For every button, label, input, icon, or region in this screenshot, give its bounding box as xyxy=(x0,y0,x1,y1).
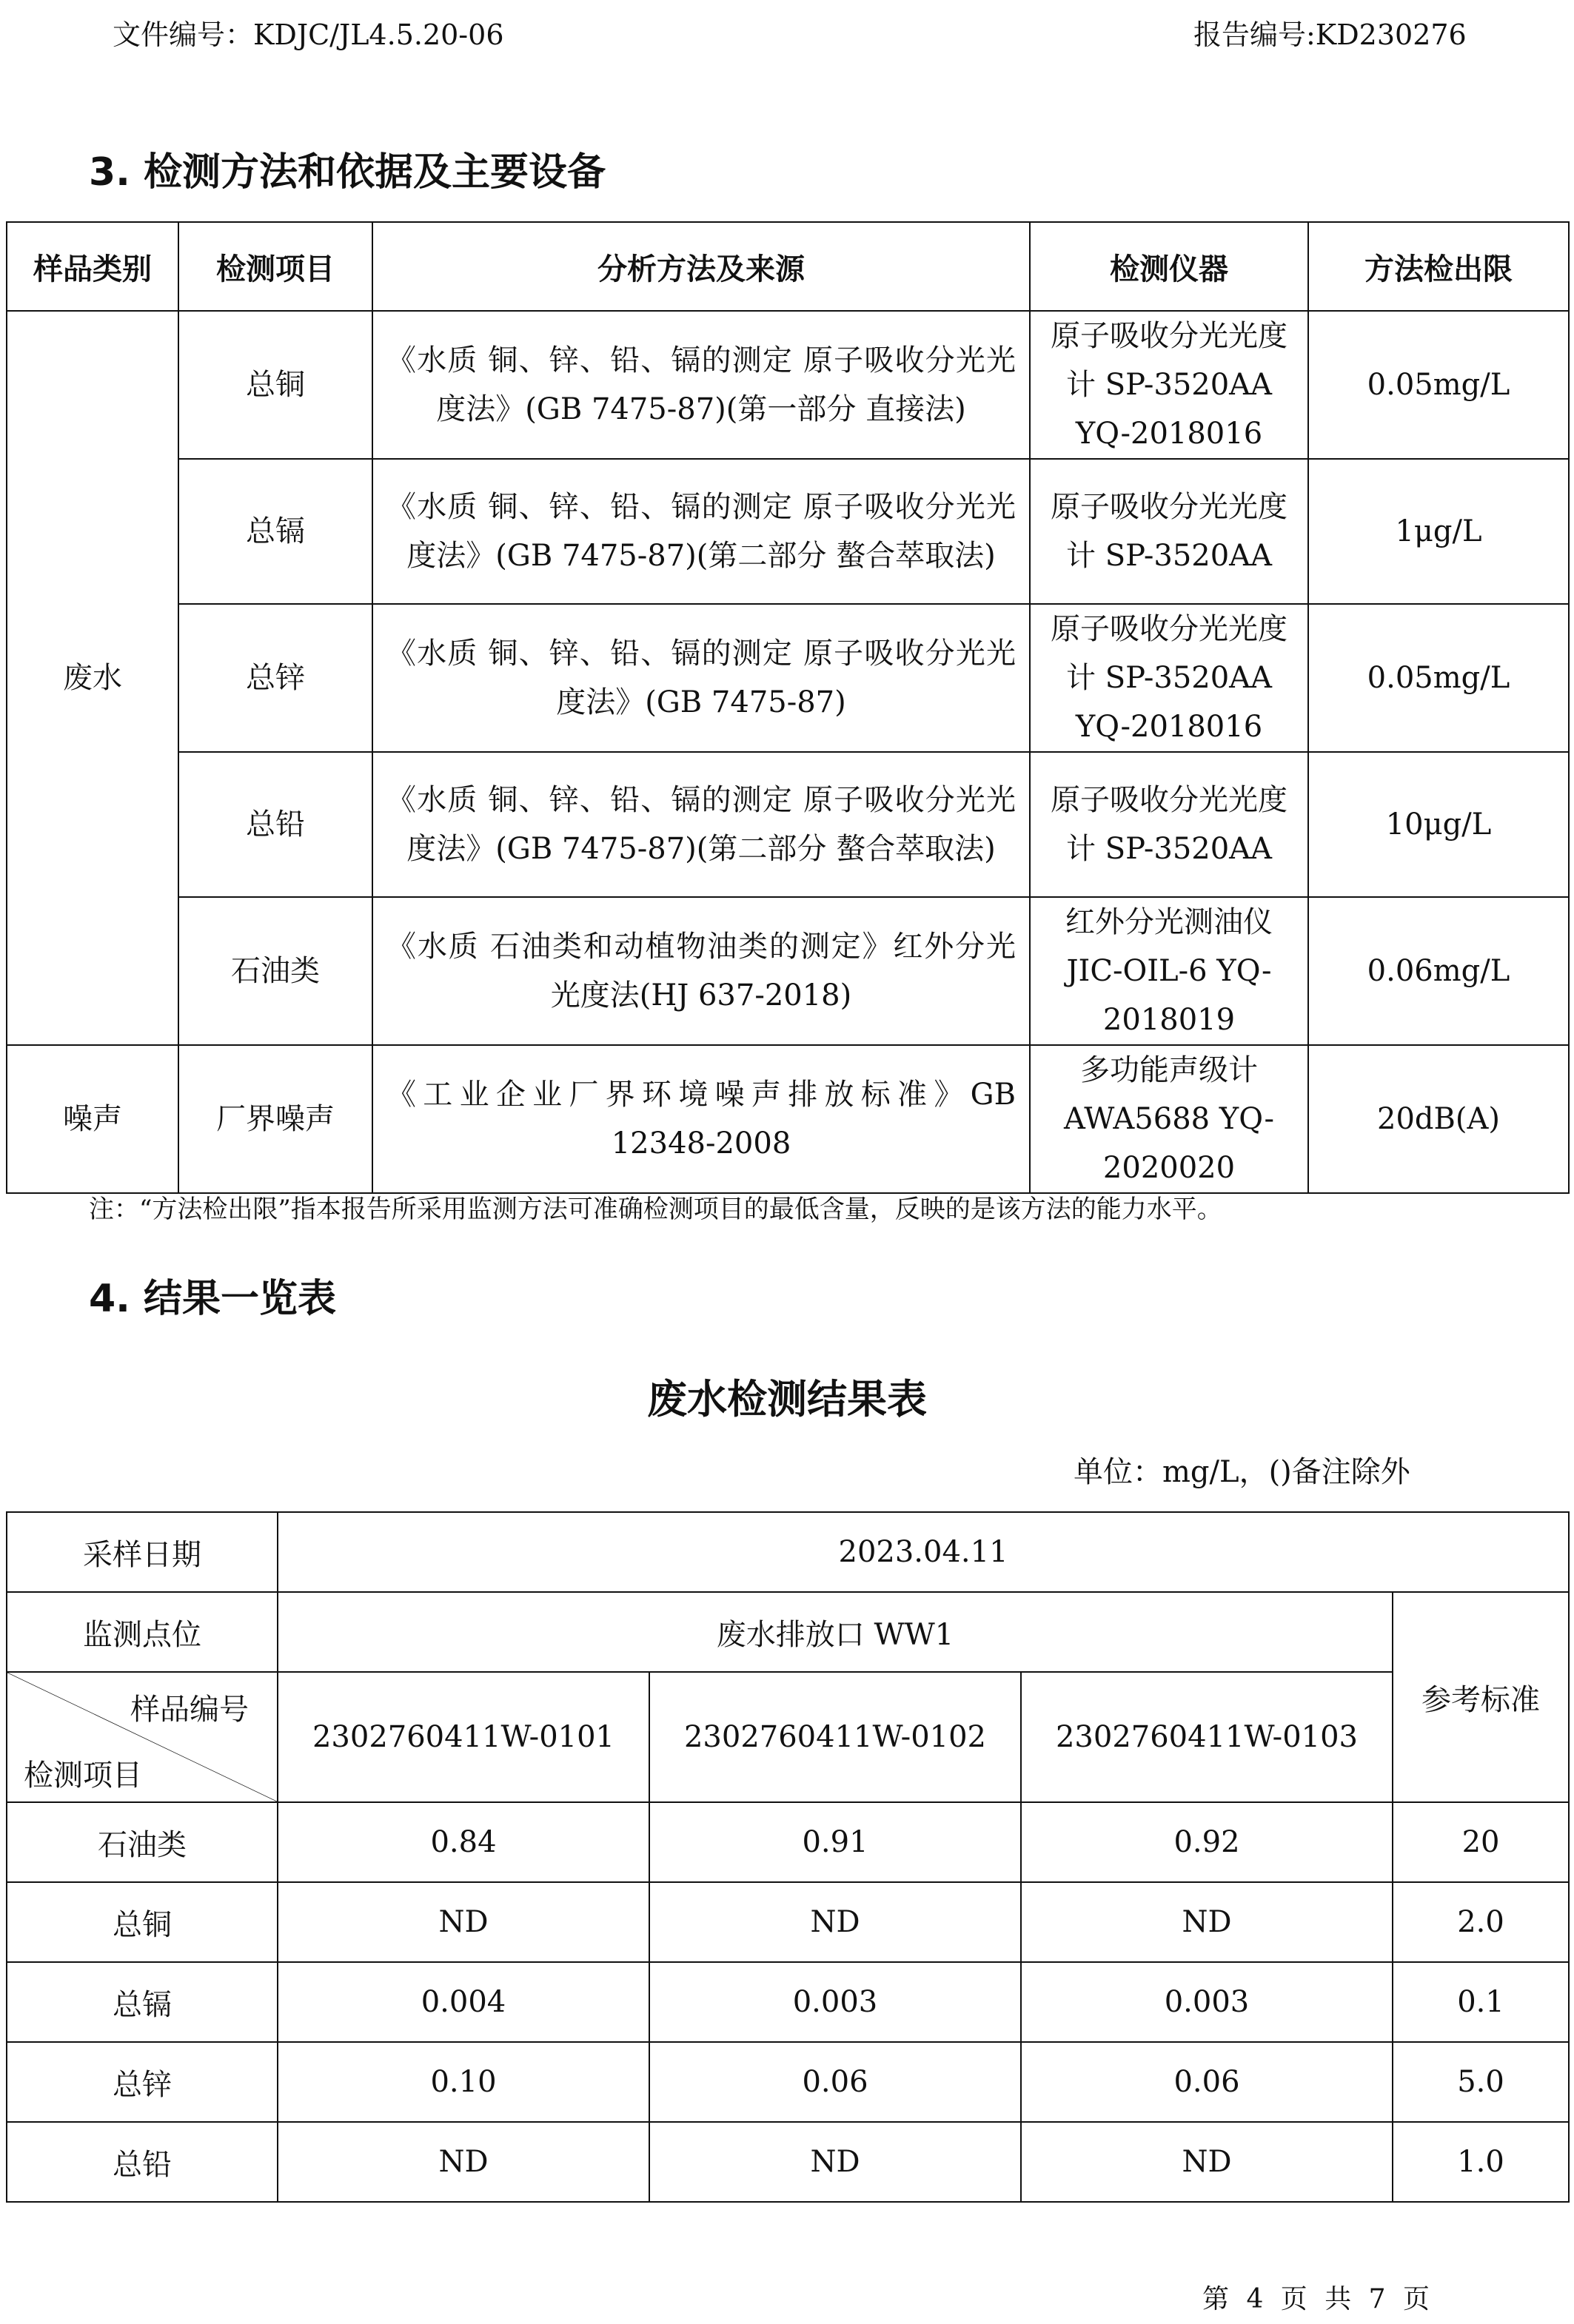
result-value: ND xyxy=(649,1882,1021,1962)
instrument-cell: 多功能声级计 AWA5688 YQ-2020020 xyxy=(1030,1045,1308,1193)
result-standard: 0.1 xyxy=(1393,1962,1569,2042)
report-number: 报告编号:KD230276 xyxy=(1193,19,1467,51)
limit-cell: 0.06mg/L xyxy=(1308,897,1569,1045)
section-4-title: 4. 结果一览表 xyxy=(89,1277,337,1321)
result-row xyxy=(7,1962,1569,2042)
method-cell: 《水质 铜、锌、铅、镉的测定 原子吸收分光光度法》(GB 7475-87)(第二部分 螯合萃取法) xyxy=(372,752,1030,897)
result-value: 0.003 xyxy=(1021,1962,1393,2042)
col-header-item: 检测项目 xyxy=(178,222,372,311)
unit-note: 单位：mg/L，()备注除外 xyxy=(1074,1455,1410,1489)
limit-cell: 0.05mg/L xyxy=(1308,604,1569,752)
col-header-category: 样品类别 xyxy=(7,222,178,311)
col-header-method: 分析方法及来源 xyxy=(372,222,1030,311)
item-cell: 总铜 xyxy=(178,311,372,459)
result-row xyxy=(7,2122,1569,2202)
file-number: 文件编号：KDJC/JL4.5.20-06 xyxy=(113,19,504,51)
sampling-date-label: 采样日期 xyxy=(7,1512,278,1592)
methods-table xyxy=(6,221,1570,1194)
result-value: 0.06 xyxy=(1021,2042,1393,2122)
method-cell: 《水质 铜、锌、铅、镉的测定 原子吸收分光光度法》(GB 7475-87)(第二部分 螯合萃取法) xyxy=(372,459,1030,604)
sample-number-cell: 2302760411W-0101 xyxy=(278,1672,649,1802)
sample-number-cell: 2302760411W-0102 xyxy=(649,1672,1021,1802)
method-row xyxy=(7,604,1569,752)
category-cell: 噪声 xyxy=(7,1045,178,1193)
result-value: ND xyxy=(278,1882,649,1962)
result-row xyxy=(7,2042,1569,2122)
method-row xyxy=(7,1045,1569,1193)
result-standard: 5.0 xyxy=(1393,2042,1569,2122)
diagonal-header-cell xyxy=(7,1672,278,1802)
reference-standard-header: 参考标准 xyxy=(1393,1592,1569,1802)
method-row xyxy=(7,897,1569,1045)
method-cell: 《水质 铜、锌、铅、镉的测定 原子吸收分光光度法》(GB 7475-87) xyxy=(372,604,1030,752)
result-value: 0.91 xyxy=(649,1802,1021,1882)
methods-header-row xyxy=(7,222,1569,311)
monitoring-point-label: 监测点位 xyxy=(7,1592,278,1672)
result-item: 总铜 xyxy=(7,1882,278,1962)
instrument-cell: 原子吸收分光光度计 SP-3520AA YQ-2018016 xyxy=(1030,311,1308,459)
result-standard: 2.0 xyxy=(1393,1882,1569,1962)
instrument-cell: 红外分光测油仪 JIC-OIL-6 YQ-2018019 xyxy=(1030,897,1308,1045)
method-row xyxy=(7,752,1569,897)
results-table xyxy=(6,1511,1570,2203)
monitoring-point-value: 废水排放口 WW1 xyxy=(278,1592,1393,1672)
result-row xyxy=(7,1802,1569,1882)
item-cell: 总铅 xyxy=(178,752,372,897)
result-item: 总锌 xyxy=(7,2042,278,2122)
sample-number-row xyxy=(7,1672,1569,1802)
item-cell: 总锌 xyxy=(178,604,372,752)
result-value: ND xyxy=(278,2122,649,2202)
monitoring-point-row xyxy=(7,1592,1569,1672)
test-item-label: 检测项目 xyxy=(24,1759,142,1793)
instrument-cell: 原子吸收分光光度计 SP-3520AA xyxy=(1030,459,1308,604)
sampling-date-value: 2023.04.11 xyxy=(278,1512,1569,1592)
result-value: 0.004 xyxy=(278,1962,649,2042)
limit-cell: 1μg/L xyxy=(1308,459,1569,604)
method-note: 注：“方法检出限”指本报告所采用监测方法可准确检测项目的最低含量，反映的是该方法的能力水平。 xyxy=(89,1195,1222,1224)
limit-cell: 10μg/L xyxy=(1308,752,1569,897)
sampling-date-row xyxy=(7,1512,1569,1592)
method-cell: 《水质 石油类和动植物油类的测定》红外分光光度法(HJ 637-2018) xyxy=(372,897,1030,1045)
section-3-title: 3. 检测方法和依据及主要设备 xyxy=(89,150,606,195)
result-value: ND xyxy=(1021,1882,1393,1962)
limit-cell: 20dB(A) xyxy=(1308,1045,1569,1193)
instrument-cell: 原子吸收分光光度计 SP-3520AA xyxy=(1030,752,1308,897)
item-cell: 石油类 xyxy=(178,897,372,1045)
result-value: 0.92 xyxy=(1021,1802,1393,1882)
method-cell: 《水质 铜、锌、铅、镉的测定 原子吸收分光光度法》(GB 7475-87)(第一部分 直接法) xyxy=(372,311,1030,459)
result-item: 总镉 xyxy=(7,1962,278,2042)
method-row xyxy=(7,311,1569,459)
result-value: 0.003 xyxy=(649,1962,1021,2042)
col-header-limit: 方法检出限 xyxy=(1308,222,1569,311)
result-value: ND xyxy=(1021,2122,1393,2202)
result-value: 0.10 xyxy=(278,2042,649,2122)
limit-cell: 0.05mg/L xyxy=(1308,311,1569,459)
sample-number-cell: 2302760411W-0103 xyxy=(1021,1672,1393,1802)
col-header-instrument: 检测仪器 xyxy=(1030,222,1308,311)
result-item: 总铅 xyxy=(7,2122,278,2202)
result-value: ND xyxy=(649,2122,1021,2202)
result-standard: 20 xyxy=(1393,1802,1569,1882)
result-row xyxy=(7,1882,1569,1962)
category-cell: 废水 xyxy=(7,311,178,1045)
results-table-title: 废水检测结果表 xyxy=(647,1376,927,1423)
item-cell: 厂界噪声 xyxy=(178,1045,372,1193)
item-cell: 总镉 xyxy=(178,459,372,604)
method-row xyxy=(7,459,1569,604)
page-number: 第 4 页 共 7 页 xyxy=(1202,2284,1435,2314)
sample-number-label: 样品编号 xyxy=(130,1693,249,1727)
method-cell: 《工业企业厂界环境噪声排放标准》GB 12348-2008 xyxy=(372,1045,1030,1193)
result-standard: 1.0 xyxy=(1393,2122,1569,2202)
result-item: 石油类 xyxy=(7,1802,278,1882)
instrument-cell: 原子吸收分光光度计 SP-3520AA YQ-2018016 xyxy=(1030,604,1308,752)
result-value: 0.06 xyxy=(649,2042,1021,2122)
result-value: 0.84 xyxy=(278,1802,649,1882)
